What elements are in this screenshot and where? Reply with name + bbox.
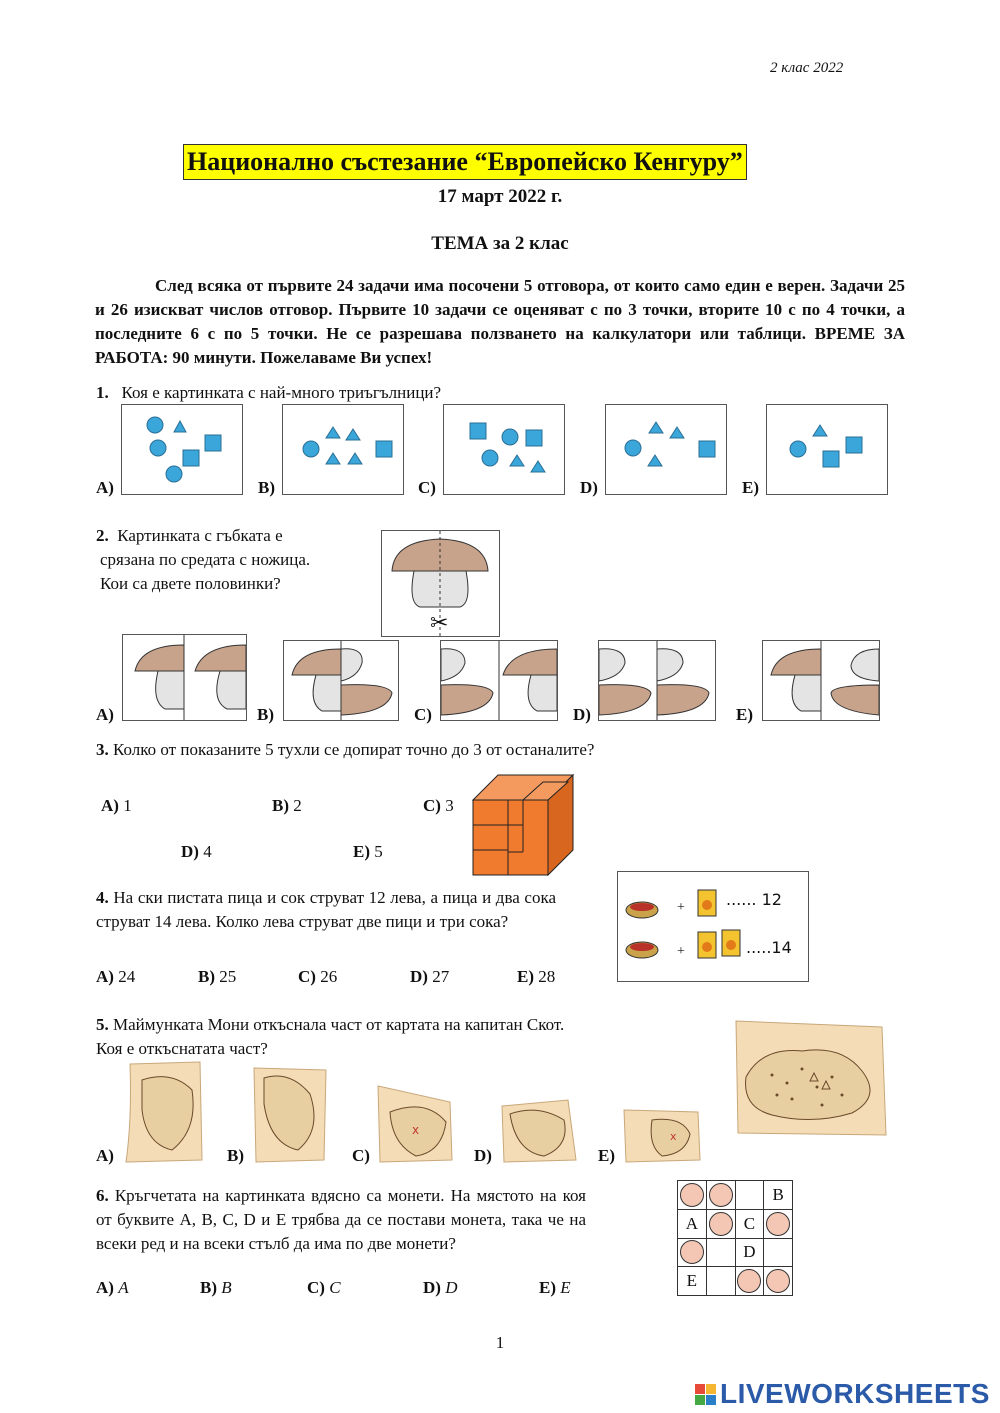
- q5-option-a-label[interactable]: A): [96, 1146, 114, 1165]
- question-number: 5.: [96, 1015, 109, 1034]
- question-text: Кръгчетата на картинката вдясно са монети. На мястото на коя от буквите A, B, C, D и E трябва да се постави монета, така че на всеки ред и на всеки стълб да има по две монети?: [96, 1186, 587, 1253]
- plus-sign: +: [677, 944, 685, 959]
- question-number: 3.: [96, 740, 109, 759]
- coin-cell: [763, 1209, 793, 1239]
- q2-option-c-image[interactable]: [440, 640, 558, 721]
- coin-cell: [735, 1266, 765, 1296]
- coin-cell: [706, 1209, 736, 1239]
- equation-row-1: ...... 12: [726, 890, 782, 909]
- q1-option-d-label[interactable]: D): [580, 478, 598, 497]
- q6-answer-c[interactable]: C) C: [307, 1278, 341, 1297]
- question-4: [96, 886, 556, 934]
- question-6: [96, 1184, 586, 1256]
- letter-cell: A: [677, 1209, 707, 1239]
- question-number: 6.: [96, 1186, 109, 1205]
- q3-answer-d[interactable]: D) 4: [181, 842, 212, 861]
- q5-option-a-image[interactable]: [122, 1060, 204, 1164]
- question-number: 2.: [96, 526, 109, 545]
- question-5: 5. Маймунката Мони откъснала част от картата на капитан Скот. Коя е откъснатата част?: [96, 1015, 565, 1058]
- coin: [766, 1269, 790, 1293]
- q2-option-a-image[interactable]: [122, 634, 247, 721]
- coin: [709, 1212, 733, 1236]
- q1-option-a-label[interactable]: A): [96, 478, 114, 497]
- q3-answer-c[interactable]: C) 3: [423, 796, 454, 815]
- coin-cell: [763, 1266, 793, 1296]
- q1-option-e-image[interactable]: [766, 404, 888, 495]
- liveworksheets-icon: [695, 1384, 717, 1406]
- q2-option-b-image[interactable]: [283, 640, 399, 721]
- plus-sign: +: [677, 900, 685, 915]
- empty-cell: [706, 1266, 736, 1296]
- q1-option-b-label[interactable]: B): [258, 478, 275, 497]
- coin: [766, 1212, 790, 1236]
- q4-answer-a[interactable]: A) 24: [96, 967, 136, 986]
- competition-date: 17 март 2022 г.: [437, 186, 563, 207]
- coin: [680, 1240, 704, 1264]
- empty-cell: [763, 1238, 793, 1268]
- question-number: 1.: [96, 383, 109, 402]
- q2-option-e-label[interactable]: E): [736, 705, 753, 724]
- q6-answer-d[interactable]: D) D: [423, 1278, 458, 1297]
- q1-option-c-image[interactable]: [443, 404, 565, 495]
- question-1: [96, 381, 441, 405]
- question-3: [96, 738, 594, 762]
- instructions: След всяка от първите 24 задачи има посочени 5 отговора, от които само един е верен. Задачи 25 и 26 изискват числов отговор. Първите 10 задачи се оценяват с по 3 точки, вторите 10 с по 4 точки, а последните 6 с по 5 точки. Не се разрешава ползването на калкулатори или таблици. ВРЕМЕ ЗА РАБОТА: 90 минути. Пожелаваме Ви успех!: [95, 276, 905, 367]
- q2-option-d-image[interactable]: [598, 640, 716, 721]
- q2-option-b-label[interactable]: B): [257, 705, 274, 724]
- q5-option-d-image[interactable]: [498, 1096, 578, 1164]
- letter-cell: B: [763, 1180, 793, 1210]
- q1-option-a-image[interactable]: [121, 404, 243, 495]
- q3-answer-a[interactable]: A) 1: [101, 796, 132, 815]
- coin-cell: [706, 1180, 736, 1210]
- page-title: Национално състезание “Европейско Кенгуру”: [183, 144, 747, 180]
- coin-cell: [677, 1238, 707, 1268]
- q6-answer-a[interactable]: A) A: [96, 1278, 129, 1297]
- svg-text:x: x: [670, 1130, 677, 1143]
- coin: [680, 1183, 704, 1207]
- q1-option-d-image[interactable]: [605, 404, 727, 495]
- question-2: 2. Картинката с гъбката е срязана по средата с ножица. Кои са двете половинки?: [96, 526, 311, 593]
- coin-cell: [677, 1180, 707, 1210]
- q2-option-c-label[interactable]: C): [414, 705, 432, 724]
- brand-logo: LIVEWORKSHEETS: [695, 1378, 990, 1410]
- page-number: 1: [495, 1333, 505, 1352]
- q6-answer-b[interactable]: B) B: [200, 1278, 232, 1297]
- question-text: На ски пистата пица и сок струват 12 лева, а пица и два сока струват 14 лева. Колко лева струват две пици и три сока?: [96, 888, 557, 931]
- treasure-map: [732, 1017, 888, 1139]
- q4-answer-e[interactable]: E) 28: [517, 967, 556, 986]
- empty-cell: [735, 1180, 765, 1210]
- q5-option-b-label[interactable]: B): [227, 1146, 244, 1165]
- q5-option-c-label[interactable]: C): [352, 1146, 370, 1165]
- letter-cell: D: [735, 1238, 765, 1268]
- scissors-icon: ✂: [430, 611, 449, 636]
- q4-answer-c[interactable]: C) 26: [298, 967, 338, 986]
- q4-answer-d[interactable]: D) 27: [410, 967, 450, 986]
- q5-option-e-image[interactable]: [622, 1106, 702, 1164]
- question-text: Колко от показаните 5 тухли се допират точно до 3 от останалите?: [113, 740, 595, 759]
- q6-answer-e[interactable]: E) E: [539, 1278, 571, 1297]
- q2-option-e-image[interactable]: [762, 640, 880, 721]
- q1-option-c-label[interactable]: C): [418, 478, 436, 497]
- q5-option-c-image[interactable]: [376, 1082, 454, 1164]
- q3-answer-b[interactable]: B) 2: [272, 796, 302, 815]
- coin-grid: [677, 1180, 792, 1295]
- theme-heading: ТЕМА за 2 клас: [431, 233, 569, 254]
- q4-answer-b[interactable]: B) 25: [198, 967, 237, 986]
- q5-option-e-label[interactable]: E): [598, 1146, 615, 1165]
- equation-row-2: .....14: [746, 938, 792, 957]
- coin: [709, 1183, 733, 1207]
- question-number: 4.: [96, 888, 109, 907]
- q1-option-e-label[interactable]: E): [742, 478, 759, 497]
- coin: [737, 1269, 761, 1293]
- q3-answer-e[interactable]: E) 5: [353, 842, 383, 861]
- q2-option-a-label[interactable]: A): [96, 705, 114, 724]
- empty-cell: [706, 1238, 736, 1268]
- question-text: Коя е картинката с най-много триъгълници?: [121, 383, 442, 402]
- letter-cell: C: [735, 1209, 765, 1239]
- q5-option-b-image[interactable]: [250, 1064, 330, 1164]
- grade-label: 2 клас 2022: [770, 60, 844, 76]
- letter-cell: E: [677, 1266, 707, 1296]
- bricks-figure: [468, 770, 580, 880]
- q5-option-d-label[interactable]: D): [474, 1146, 492, 1165]
- q2-option-d-label[interactable]: D): [573, 705, 591, 724]
- q1-option-b-image[interactable]: [282, 404, 404, 495]
- svg-text:x: x: [412, 1123, 420, 1137]
- pizza-juice-figure: [617, 871, 809, 982]
